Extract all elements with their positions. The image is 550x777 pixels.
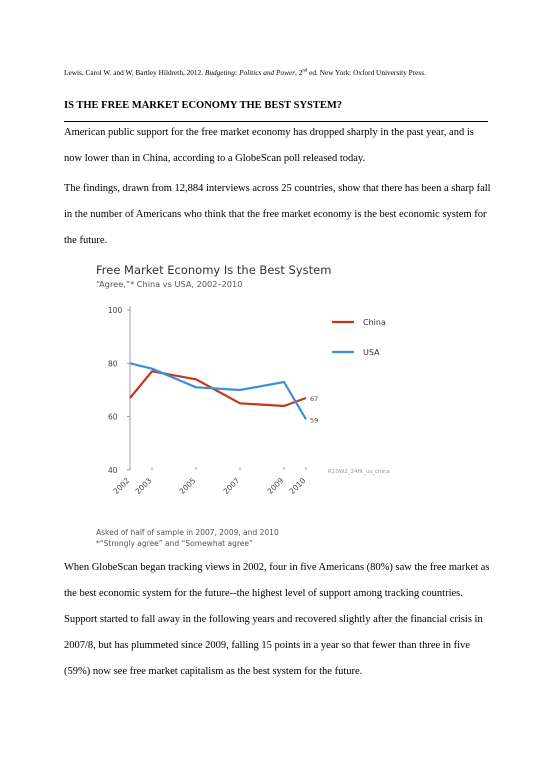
paragraph-intro: American public support for the free market economy has dropped sharply in the past year, and is now lower than in China, according to a GlobeScan poll released today. <box>64 127 474 164</box>
x-tick-label: 2005 <box>177 476 198 496</box>
citation-edition: , 2 <box>295 68 303 77</box>
chart-note-agree: *“Strongly agree” and “Somewhat agree” <box>96 539 253 548</box>
citation <box>64 68 426 77</box>
chart-source-code: R10W2_24fit_us_china <box>328 469 390 475</box>
chart-legend <box>332 318 386 357</box>
end-label-usa: 59 <box>310 416 319 425</box>
x-tick-label: 2003 <box>133 476 154 496</box>
citation-edition-suffix: nd <box>302 68 308 74</box>
series-lines <box>130 363 318 424</box>
x-tick-label: 2010 <box>287 476 308 496</box>
paragraph-findings: The findings, drawn from 12,884 interviews across 25 countries, show that there has been a sharp fall in the number of Americans who think that the free market economy is the best economic system for the future. <box>64 183 491 246</box>
x-axis <box>112 467 308 496</box>
line-chart <box>88 258 428 548</box>
y-tick-label: 80 <box>108 359 118 369</box>
x-tick-label: 2007 <box>221 476 242 496</box>
chart-title: Free Market Economy Is the Best System <box>96 263 332 277</box>
y-tick-label: 100 <box>108 306 123 315</box>
x-tick-label: 2009 <box>265 476 286 496</box>
legend-label-china: China <box>363 318 386 327</box>
legend-label-usa: USA <box>363 348 380 357</box>
end-label-china: 67 <box>310 395 319 403</box>
section-heading: IS THE FREE MARKET ECONOMY THE BEST SYSTEM? <box>64 100 343 111</box>
citation-publisher: ed. New York: Oxford University Press. <box>307 68 426 77</box>
citation-book-title: Budgeting: Politics and Power <box>204 68 296 77</box>
y-axis <box>108 306 130 475</box>
paragraph-tracking: When GlobeScan began tracking views in 2002, four in five Americans (80%) saw the free market as the best economic system for the future--the highest level of support among tracking countries. Support started to fall away in the following years and recovered slightly after the financial crisis in 2007/8, but has plummeted since 2009, falling 15 points in a year so that fewer than three in five (59%) now see free market capitalism as the best system for the future. <box>64 562 490 677</box>
y-tick-label: 40 <box>108 466 118 475</box>
y-tick-label: 60 <box>108 412 118 422</box>
chart-subtitle: “Agree,”* China vs USA, 2002–2010 <box>96 279 243 289</box>
chart-note-sample: Asked of half of sample in 2007, 2009, and 2010 <box>96 528 279 537</box>
citation-authors: Lewis, Carol W. and W. Bartley Hildreth, 2012. <box>64 68 205 77</box>
x-tick-label: 2002 <box>111 476 132 496</box>
